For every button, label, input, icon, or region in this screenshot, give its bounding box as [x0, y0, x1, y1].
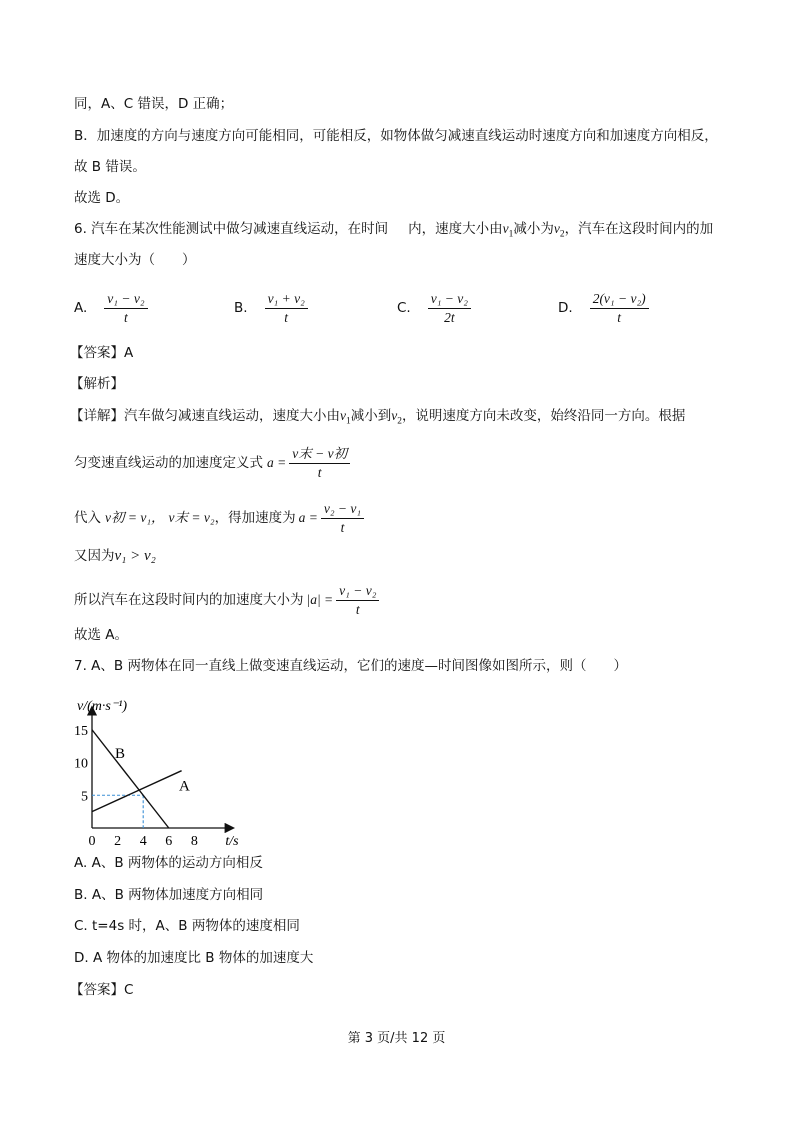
option-b: B. A、B 两物体加速度方向相同 — [74, 887, 264, 903]
x-tick-label: 6 — [165, 834, 173, 849]
magnitude-line: 所以汽车在这段时间内的加速度大小为 |a| = $\frac{\text{v₁ − v₂}}{t}$ — [74, 578, 382, 622]
text-line: B．加速度的方向与速度方向可能相同，可能相反，如物体做匀减速直线运动时速度方向和加速度方向相反， — [74, 128, 718, 144]
velocity-time-chart — [70, 685, 250, 849]
question-6-stem: 6. 汽车在某次性能测试中做匀减速直线运动，在时间 内，速度大小由$v_1$减小为$v_2$，汽车在这段时间内的加 — [74, 221, 714, 240]
formula-line: 匀变速直线运动的加速度定义式 a = $\frac{\text{v末 − v初}}{t}$ — [74, 441, 353, 485]
series-line-b — [92, 730, 169, 828]
option-c: C. $\frac{\text{v₁ − v₂}}{2t}$ — [397, 286, 474, 330]
y-axis-label: v/(m·s⁻¹) — [77, 698, 128, 714]
series-line-a — [92, 771, 182, 812]
series-label-a: A — [179, 778, 190, 795]
option-a: A. $\frac{\text{v₁ − v₂}}{t}$ — [74, 286, 151, 330]
text-line: 故 B 错误。 — [74, 159, 146, 175]
x-tick-label: 0 — [88, 834, 96, 849]
question-7-stem: 7. A、B 两物体在同一直线上做变速直线运动，它们的速度—时间图像如图所示，则（ ） — [74, 658, 627, 674]
analysis-label: 【解析】 — [70, 376, 124, 392]
question-6-stem-continued: 速度大小为（ ） — [74, 252, 196, 268]
text-line: 同，A、C 错误，D 正确； — [74, 96, 234, 112]
option-c: C. t=4s 时，A、B 两物体的速度相同 — [74, 918, 300, 934]
y-tick-label: 15 — [74, 723, 88, 739]
option-d: D. A 物体的加速度比 B 物体的加速度大 — [74, 950, 314, 966]
answer-label: 【答案】A — [70, 345, 134, 361]
because-line: 又因为v₁ > v₂ — [74, 548, 156, 564]
series-label-b: B — [115, 745, 126, 762]
substitution-line: 代入 v初 = v₁， v末 = v₂ ，得加速度为 a = $\frac{\text{v₂ − v₁}}{t}$ — [74, 496, 367, 540]
x-tick-label: 2 — [114, 834, 122, 849]
y-tick-label: 10 — [74, 756, 88, 772]
x-tick-label: 4 — [139, 834, 147, 849]
answer-label: 【答案】C — [70, 982, 134, 998]
y-tick-label: 5 — [81, 789, 88, 805]
text-line: 故选 A。 — [74, 627, 129, 643]
option-b: B. $\frac{\text{v₁ + v₂}}{t}$ — [234, 286, 311, 330]
page-footer: 第 3 页/共 12 页 — [347, 1031, 446, 1046]
detail-line: 【详解】汽车做匀减速直线运动，速度大小由$v_1$减小到$v_2$，说明速度方向未改变，始终沿同一方向。根据 — [70, 408, 686, 427]
option-a: A. A、B 两物体的运动方向相反 — [74, 855, 263, 871]
x-tick-label: 8 — [190, 834, 198, 849]
text-line: 故选 D。 — [74, 190, 130, 206]
option-d: D. $\frac{\text{2(v₁ − v₂)}}{t}$ — [558, 286, 652, 330]
x-axis-label: t/s — [225, 834, 239, 849]
